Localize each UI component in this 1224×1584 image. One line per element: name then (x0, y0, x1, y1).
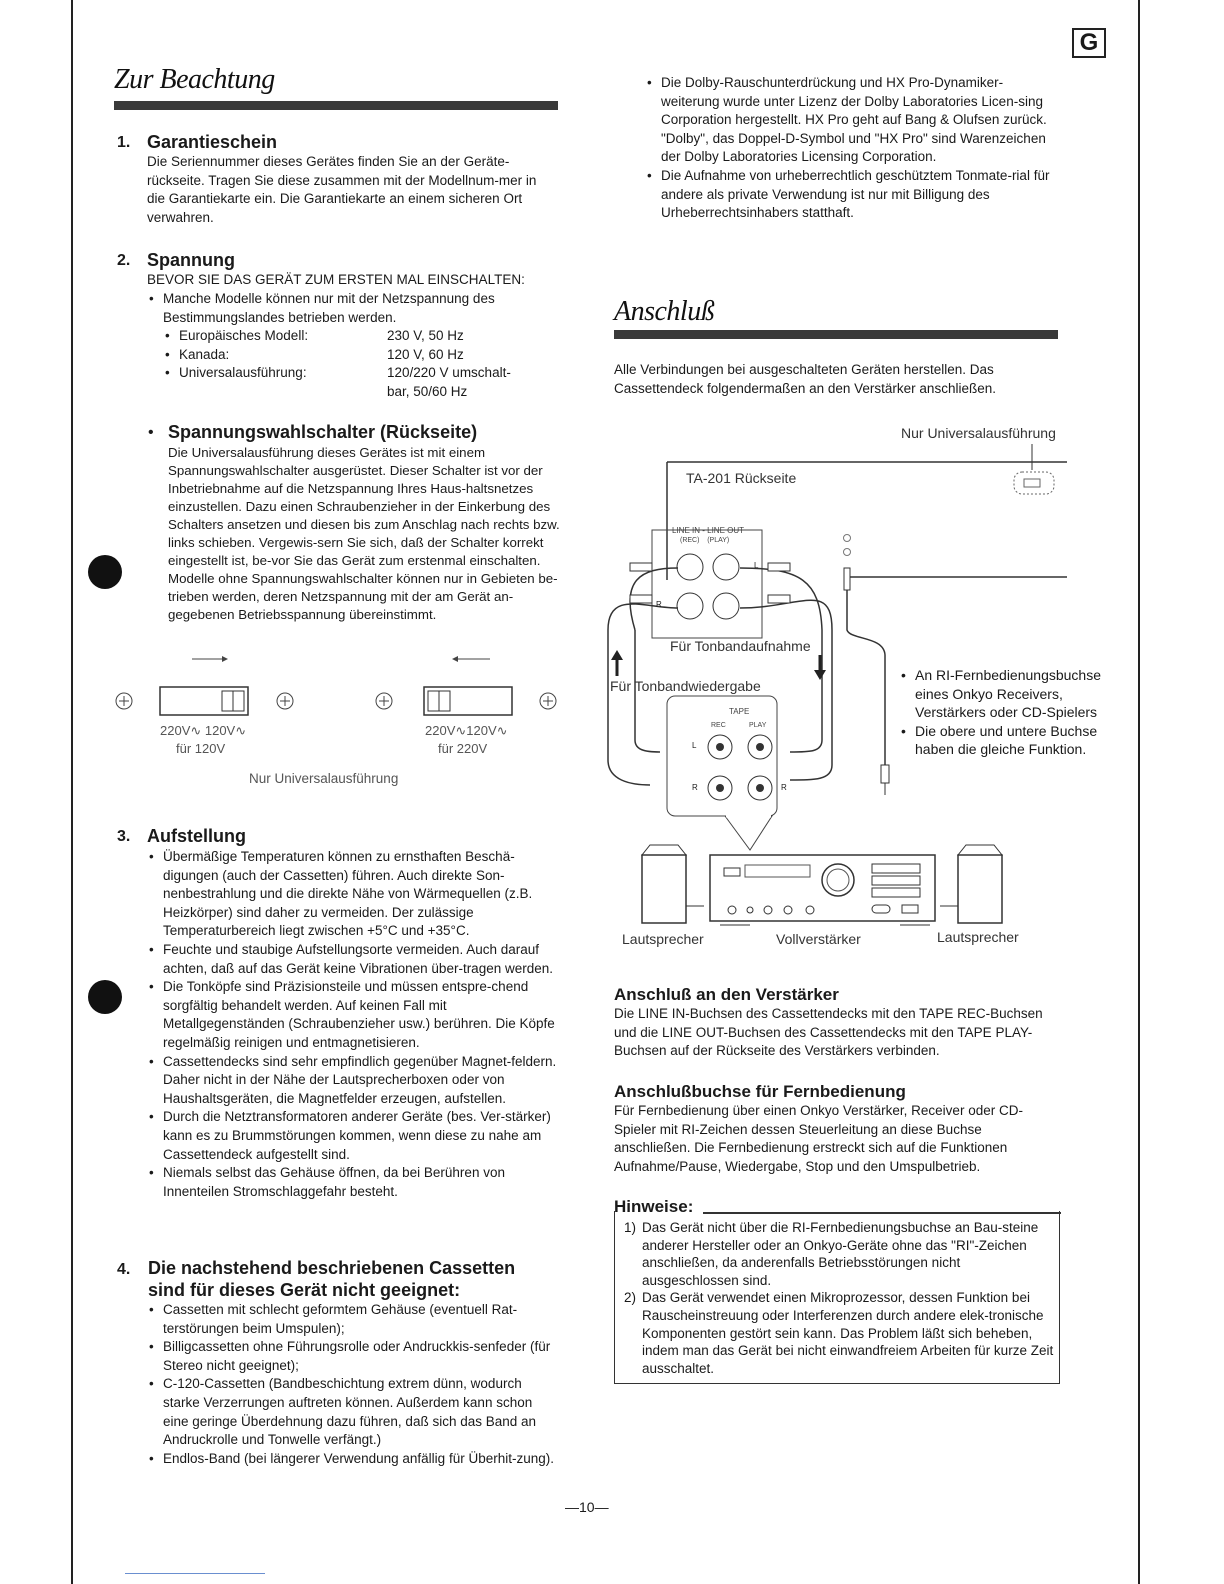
diagram-notes (899, 666, 1124, 759)
heading-aufstellung: Aufstellung (147, 826, 246, 846)
spannung-intro: BEVOR SIE DAS GERÄT ZUM ERSTEN MAL EINSCHALTEN: (147, 272, 525, 287)
dolby-notes-list (645, 74, 1057, 223)
aufstellung-list (147, 848, 561, 1201)
list-item-text: Das Gerät verwendet einen Mikroprozessor, dessen Funktion bei Rauscheinstreuung oder Interferenzen durch andere elek-tronische Komponenten gestört sein kann. Das Problem läßt sich beheben, indem man das Gerät bei nicht einwandfreiem Arbeiten für kurze Zeit ausschaltet. (642, 1290, 1054, 1376)
punch-hole-bottom (88, 980, 122, 1014)
title-rule (114, 101, 558, 110)
list-item: • Die Dolby-Rauschunterdrückung und HX Pro-Dynamiker-weiterung wurde unter Lizenz der Dolby Laboratories Licen-sing Corporation hergestellt. HX Pro geht auf Bang & Olufsen zurück. "Dolby", das Doppel-D-Symbol und "HX Pro" sind Warenzeichen der Dolby Laboratories Licensing Corporation. (645, 74, 1057, 167)
list-item: • Übermäßige Temperaturen können zu ernsthaften Beschä-digungen (auch der Cassetten) führen. Auch direkte Son-nenbestrahlung und die direkte Nähe von Wärmequellen (z.B. Heizkörper) sind daher zu vermeiden. Der zulässige Temperaturbereich liegt zwischen +5°C und +35°C. (147, 848, 561, 941)
list-item (616, 1289, 1054, 1377)
anschluss-intro: Alle Verbindungen bei ausgeschalteten Geräten herstellen. Das Cassettendeck folgendermaßen an den Verstärker anschließen. (614, 362, 996, 396)
heading-anschluss-verstaerker: Anschluß an den Verstärker (614, 985, 839, 1004)
list-item: • Die Tonköpfe sind Präzisionsteile und müssen entspre-chend sorgfältig behandelt werden. Auf keinen Fall mit Metallgegenständen (Schraubenzieher usw.) berühren. Die Köpfe regelmäßig reinigen und entmagnetisieren. (147, 978, 561, 1052)
diagram-r-bottom-right: R (781, 783, 787, 792)
switch-left-label: 220V∿ 120V∿ (160, 723, 247, 738)
list-item: • An RI-Fernbedienungsbuchse eines Onkyo Receivers, Verstärkers oder CD-Spielers (899, 666, 1124, 722)
switch-left-sub: für 120V (176, 741, 226, 756)
list-item: • Cassettendecks sind sehr empfindlich gegenüber Magnet-feldern. Daher nicht in der Nähe der Lautsprecherboxen oder von Haushaltsgeräten, die Magnetfelder erzeugen, aufstellen. (147, 1053, 561, 1109)
diagram-for-playback: Für Tonbandwiedergabe (610, 678, 761, 694)
diagram-r-bottom: R (692, 783, 698, 792)
list-item: • C-120-Cassetten (Bandbeschichtung extrem dünn, wodurch starke Verzerrungen auftreten können. Außerdem kann schon eine geringe Überdehnung dazu führen, daß sich das Band an Andruckrolle und Tonwelle verfängt.) (147, 1375, 561, 1449)
page-number: —10— (565, 1499, 609, 1515)
cassetten-list (147, 1301, 561, 1468)
hinweise-list (616, 1219, 1054, 1377)
diagram-amplifier: Vollverstärker (776, 931, 861, 947)
list-item: • Die obere und untere Buchse haben die gleiche Funktion. (899, 722, 1124, 759)
left-edge-line (71, 0, 73, 1584)
list-item: • Feuchte und staubige Aufstellungsorte vermeiden. Auch darauf achten, daß auf das Gerät keine Vibrationen über-tragen werden. (147, 941, 561, 978)
diagram-l-bottom: L (692, 741, 697, 750)
item-number-4: 4. (117, 1261, 131, 1278)
switch-bullet-dot: • (148, 424, 154, 441)
list-item (616, 1219, 1054, 1289)
diagram-for-recording: Für Tonbandaufnahme (670, 638, 811, 654)
model-value: 120/220 V umschalt-bar, 50/60 Hz (387, 365, 511, 399)
right-edge-line (1138, 0, 1140, 1584)
punch-hole-top (88, 555, 122, 589)
switch-figure-caption: Nur Universalausführung (249, 771, 399, 786)
diagram-universal-only: Nur Universalausführung (901, 425, 1056, 441)
text-garantieschein: Die Seriennummer dieses Gerätes finden Sie an der Geräte-rückseite. Tragen Sie diese zusammen mit der Modellnum-mer in die Garantiekarte ein. Die Garantiekarte an einem sicheren Ort verwahren. (147, 154, 537, 225)
heading-spannungswahlschalter: Spannungswahlschalter (Rückseite) (168, 422, 478, 442)
section-title-zur-beachtung: Zur Beachtung (114, 64, 275, 95)
bottom-edge-mark (125, 1573, 265, 1574)
diagram-speaker-right: Lautsprecher (937, 929, 1019, 945)
model-name: • Europäisches Modell: (163, 327, 387, 346)
list-item: • Niemals selbst das Gehäuse öffnen, da bei Berühren von Innenteilen Stromschlaggefahr besteht. (147, 1164, 561, 1201)
heading-cassetten-line2: sind für dieses Gerät nicht geeignet: (148, 1280, 461, 1300)
language-badge: G (1072, 28, 1106, 58)
model-value: 120 V, 60 Hz (387, 346, 464, 362)
diagram-speaker-left: Lautsprecher (622, 931, 704, 947)
heading-hinweise: Hinweise: (614, 1197, 694, 1216)
model-voltage-table (163, 327, 537, 401)
heading-fernbedienung: Anschlußbuchse für Fernbedienung (614, 1082, 906, 1101)
list-item-number: 1) (624, 1220, 637, 1235)
heading-garantieschein: Garantieschein (147, 132, 278, 152)
diagram-play: PLAY (749, 722, 767, 729)
diagram-rec-play: (REC) (PLAY) (680, 537, 730, 544)
diagram-tape: TAPE (729, 707, 750, 716)
diagram-rear-label: TA-201 Rückseite (686, 470, 797, 486)
diagram-rec: REC (711, 722, 726, 729)
spannung-bullet-list (147, 290, 547, 327)
list-item-number: 2) (624, 1290, 637, 1306)
list-item: • Billigcassetten ohne Führungsrolle oder Andruckkis-senfeder (für Stereo nicht geeignet); (147, 1338, 561, 1375)
switch-right-label: 220V∿120V∿ (425, 723, 508, 738)
anschluss-rule (614, 330, 1058, 339)
item-number-1: 1. (117, 134, 131, 151)
model-value: 230 V, 50 Hz (387, 328, 464, 343)
section-title-anschluss: Anschluß (614, 296, 715, 327)
item-number-2: 2. (117, 252, 131, 269)
list-item: • Endlos-Band (bei längerer Verwendung anfällig für Überhit-zung). (147, 1450, 561, 1469)
diagram-line-in-out: LINE IN - LINE OUT (672, 526, 745, 535)
model-name: • Universalausführung: (163, 364, 387, 401)
list-item: • Durch die Netztransformatoren anderer Geräte (bes. Ver-stärker) kann es zu Brummstörungen kommen, wenn diese zu nahe am Cassettendeck aufgestellt sind. (147, 1108, 561, 1164)
spannung-bullet: • Manche Modelle können nur mit der Netzspannung des Bestimmungslandes betrieben werden. (147, 290, 547, 327)
heading-cassetten-line1: Die nachstehend beschriebenen Cassetten (148, 1258, 516, 1278)
heading-spannung: Spannung (147, 250, 235, 270)
text-anschluss-verstaerker: Die LINE IN-Buchsen des Cassettendecks mit den TAPE REC-Buchsen und die LINE OUT-Buchsen des Cassettendecks mit den TAPE PLAY-Buchsen auf der Rückseite des Verstärkers verbinden. (614, 1006, 1043, 1059)
list-item: • Cassetten mit schlecht geformtem Gehäuse (eventuell Rat-terstörungen beim Umspulen); (147, 1301, 561, 1338)
model-name: • Kanada: (163, 346, 387, 365)
list-item-text: Das Gerät nicht über die RI-Fernbedienungsbuchse an Bau-steine anderer Hersteller oder an Onkyo-Geräte ohne das "RI"-Zeichen anschließen, da anderenfalls Betriebsstörungen nicht ausgeschlossen sind. (642, 1220, 1039, 1288)
diagram-r-top: R (656, 600, 662, 609)
diagram-l-top: L (754, 561, 759, 570)
item-number-3: 3. (117, 828, 131, 845)
switch-right-sub: für 220V (438, 741, 488, 756)
list-item: • Die Aufnahme von urheberrechtlich geschütztem Tonmate-rial für andere als private Verwendung ist nur mit Billigung des Urheberrechtsinhabers statthaft. (645, 167, 1057, 223)
text-fernbedienung: Für Fernbedienung über einen Onkyo Verstärker, Receiver oder CD-Spieler mit RI-Zeichen dessen Steuerleitung an diese Buchse anschließen. Die Fernbedienung erstreckt sich auf die Funktionen Aufnahme/Pause, Wiedergabe, Stop und den Umspulbetrieb. (614, 1103, 1023, 1174)
text-spannungswahlschalter: Die Universalausführung dieses Gerätes ist mit einem Spannungswahlschalter ausgerüstet. Dieser Schalter ist vor der Inbetriebnahme auf die Netzspannung Ihres Haus-haltsnetzes einzustellen. Dazu einen Schraubenzieher in der Einkerbung des Schalters ansetzen und diesen bis zum Anschlag nach rechts bzw. links schieben. Vergewis-sern Sie sich, daß der Schalter korrekt eingestellt ist, be-vor Sie das Gerät zum erstenmal einschalten. Modelle ohne Spannungswahlschalter können nur in Gebieten be-trieben werden, deren Netzspannung mit der am Gerät an-gegebenen Betriebsspannung übereinstimmt. (168, 445, 560, 622)
